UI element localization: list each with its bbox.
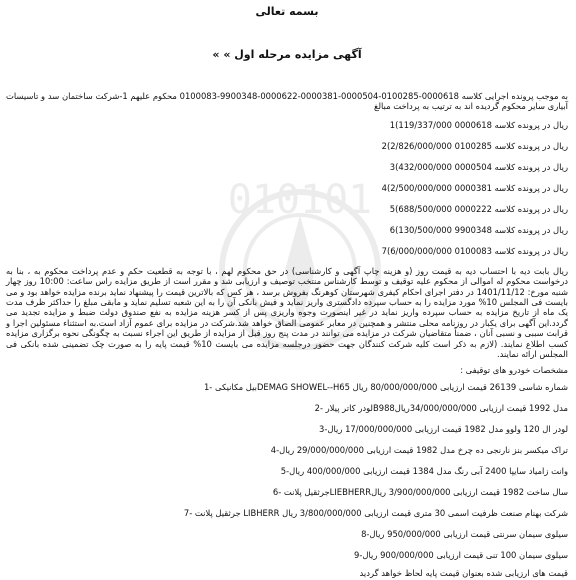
case-item: ریال در پرونده کلاسه 0000381 2/500/000/000)4 — [381, 182, 568, 193]
vehicle-item: مدل 1992 قیمت ارزیابی 34/000/000/000ریالB988لودر کاتر پیلار -2 — [314, 403, 568, 414]
case-item: ریال در پرونده کلاسه 0100285 2/826/000/000)2 — [381, 140, 568, 151]
case-item: ریال در پرونده کلاسه 0000222 688/500/000)5 — [389, 203, 568, 214]
case-list — [6, 115, 568, 262]
notice-title: آگهی مزایده مرحله اول » » — [212, 48, 362, 61]
vehicle-item: سیلوی سیمان 100 تنی قیمت ارزیابی 900/000/000 ریال-9 — [354, 550, 568, 561]
vehicle-item: تراک میکسر بنز نارنجی ده چرخ مدل 1982 قیمت ارزیابی 29/000/000/000 ریال-4 — [270, 445, 568, 456]
svg-text:010101: 010101 — [227, 177, 373, 223]
vehicle-item: لودر ال 120 ولوو مدل 1982 قیمت ارزیابی 17/000/000/000 ریال-3 — [319, 424, 568, 435]
footer-note: قیمت های ارزیابی شده بعنوان قیمت پایه لحاظ خواهد گردید — [359, 568, 568, 579]
vehicle-list — [6, 377, 568, 566]
bismillah-heading: بسمه تعالی — [255, 5, 319, 18]
vehicle-item: وانت زامیاد سایپا 2400 آبی رنگ مدل 1384 قیمت ارزیابی 400/000/000 ریال-5 — [280, 466, 568, 477]
terms-paragraph: ریال بابت دیه با احتساب دیه به قیمت روز (و هزینه چاپ آگهی و کارشناسی) در حق محکوم لهم ، با توجه به قطعیت حکم و عدم پرداخت محکوم به ، بنا به درخواست محکوم له اموالی از محکوم علیه توقیف و توسط کارشناس منتخب توصیف و ارزیابی شد و مقرر است از طریق مزایده راس ساعت: 10:00 روز چهار شنبه مورخ: 1401/11/12 در دفتر اجرای احکام کیفری شهرستان کوهرنگ بفروش برسد ، هر کس که بالاترین قیمت را پیشنهاد نماید برنده مزایده خواهد بود و می بایست فی المجلس 10% مورد مزایده را به حساب سپرده دادگستری واریز نماید و فیش بانکی آن را به این شعبه تسلیم نماید و مابقی مبلغ را حداکثر ظرف مدت یک ماه از تاریخ مزایده به حساب سپرده واریز نماید در غیر اینصورت وجوه واریزی پس از کسر هزینه مزایده به نفع صندوق دولت ضبط و مزایده تجدید می گردد.این آگهی برای یکبار در روزنامه محلی منتشر و همچنین در معابر عمومی الصاق خواهد شد.شرکت در مزایده برای عموم آزاد است.به استثناء مسئولین اجرا و قرابت سببی و نسبی آنان ، ضمناً متقاضیان شرکت در مزایده می توانند در مدت پنج روز قبل از مزایده از طریق این اجراء نسبت به چگونگی نحوه برگزاری مزایده کسب اطلاع نمایند. (لازم به ذکر است کلیه شرکت کنندگان جهت حضور درجلسه مزایده می بایست 10% قیمت پایه را به صورت چک تضمینی شده بانکی فی المجلس ارائه نمایند. — [6, 265, 569, 360]
vehicle-item: سال ساخت 1982 قیمت ارزیابی 3/900/000/000 ریالLIEBHERRجرثقیل پلانت -6 — [272, 487, 568, 498]
case-item: ریال در پرونده کلاسه 9900348 130/500/000)6 — [389, 224, 568, 235]
vehicle-item: شرکت بهنام صنعت ظرفیت اسمی 30 متری قیمت ارزیابی 3/800/000/000 ریال LIBHERR جرثقیل پلانت -7 — [183, 508, 568, 519]
intro-paragraph: به موجب پرونده اجرایی کلاسه 0000618-0100285-0000504-0000381-0000622-9900348-0100083 محکوم علیهم 1-شرکت ساختمان سد و تاسیسات آبیاری سایر محکوم گردیده اند به ترتیب به پرداخت مبالغ — [6, 91, 568, 112]
case-item: ریال در پرونده کلاسه 0000618 119/337/000)1 — [389, 119, 568, 130]
case-item: ریال در پرونده کلاسه 0000504 432/000/000)3 — [389, 161, 568, 172]
vehicle-item: سیلوی سیمان سرنتی قیمت ارزیابی 950/000/000 ریال-8 — [361, 529, 568, 540]
case-item: ریال در پرونده کلاسه 0100083 6/000/000/000)7 — [381, 245, 568, 256]
specs-title: مشخصات خودرو های توقیفی : — [460, 365, 568, 376]
vehicle-item: شماره شاسی 26139 قیمت ارزیابی 80/000/000/000 ریال DEMAG SHOWEL--H65بیل مکانیکی -1 — [203, 382, 568, 393]
